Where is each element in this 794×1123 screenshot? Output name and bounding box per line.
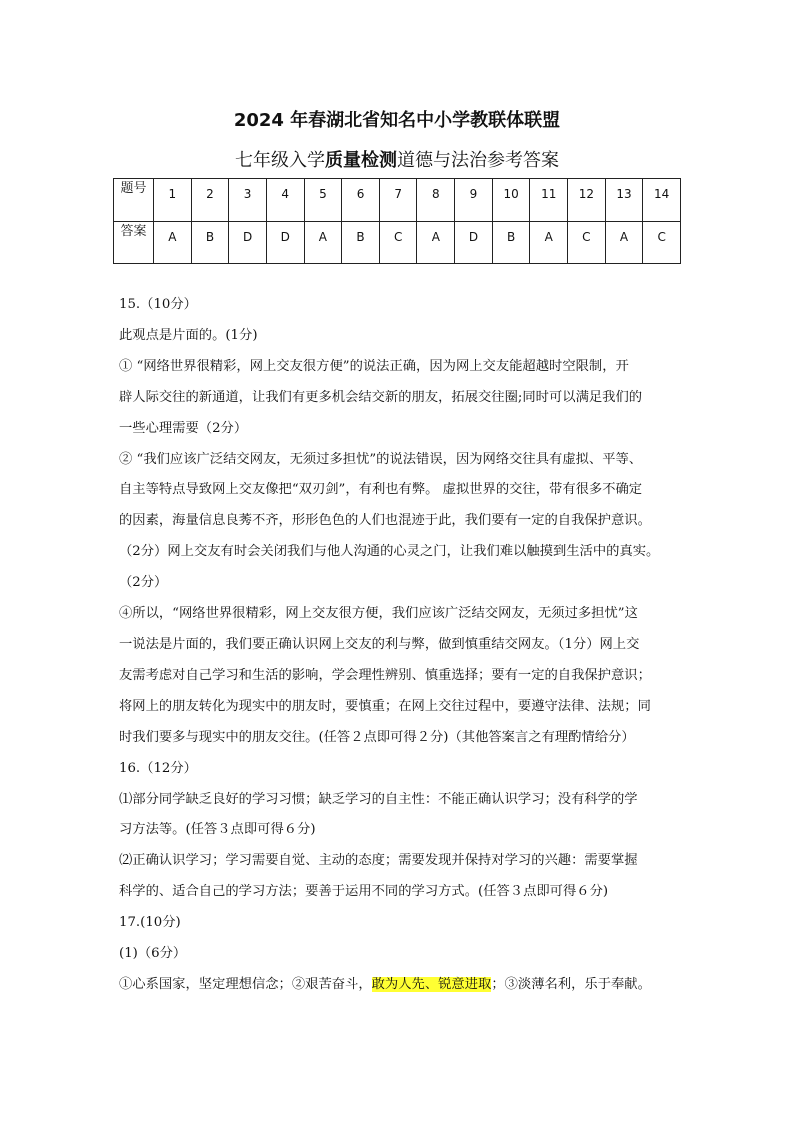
- question-number-row: [114, 179, 681, 222]
- answer-cell: B: [492, 221, 530, 264]
- answer-header: 答案: [114, 221, 154, 264]
- question-number-cell: 4: [266, 179, 304, 222]
- question-number-cell: 13: [605, 179, 643, 222]
- answer-line: 将网上的朋友转化为现实中的朋友时，要慎重；在网上交往过程中，要遵守法律、法规；同: [119, 698, 651, 714]
- answer-line: 16.（12分）: [119, 760, 197, 776]
- answer-cell: A: [417, 221, 455, 264]
- last-line-before: ①心系国家，坚定理想信念；②艰苦奋斗，: [119, 976, 372, 992]
- answer-row: [114, 221, 681, 264]
- question-number-cell: 14: [643, 179, 681, 222]
- answer-line: 时我们要多与现实中的朋友交往。(任答２点即可得２分)（其他答案言之有理酌情给分）: [119, 729, 635, 745]
- answer-table: [113, 178, 681, 264]
- answer-line: 的因素，海量信息良莠不齐，形形色色的人们也混迹于此，我们要有一定的自我保护意识。: [119, 513, 651, 529]
- question-number-cell: 6: [342, 179, 380, 222]
- last-line-after: ；③淡薄名利，乐于奉献。: [491, 976, 651, 992]
- answer-line: 一些心理需要（2分）: [119, 420, 248, 436]
- question-number-cell: 7: [379, 179, 417, 222]
- answer-line: ① “网络世界很精彩，网上交友很方便”的说法正确，因为网上交友能超越时空限制，开: [119, 358, 629, 374]
- answer-cell: A: [154, 221, 192, 264]
- answer-line: 辟人际交往的新通道，让我们有更多机会结交新的朋友，拓展交往圈;同时可以满足我们的: [119, 389, 643, 405]
- subtitle-part2: 质量检测: [325, 150, 397, 171]
- answer-cell: C: [643, 221, 681, 264]
- answer-body: [119, 290, 685, 1001]
- answer-line: 友需考虑对自己学习和生活的影响，学会理性辨别、慎重选择；要有一定的自我保护意识；: [119, 667, 651, 683]
- answer-line: 17.(10分): [119, 915, 181, 931]
- answer-cell: A: [304, 221, 342, 264]
- question-number-cell: 12: [568, 179, 606, 222]
- answer-line-last: [119, 970, 685, 1001]
- question-number-cell: 10: [492, 179, 530, 222]
- answer-cell: B: [342, 221, 380, 264]
- answer-line: ④所以，“网络世界很精彩，网上交友很方便，我们应该广泛结交网友，无须过多担忧”这: [119, 606, 638, 622]
- answer-line: ⑵正确认识学习；学习需要自觉、主动的态度；需要发现并保持对学习的兴趣：需要掌握: [119, 853, 638, 869]
- question-number-cell: 9: [455, 179, 493, 222]
- subtitle-part1: 七年级入学: [235, 150, 325, 171]
- answer-cell: C: [568, 221, 606, 264]
- answer-cell: B: [191, 221, 229, 264]
- document-subtitle: [0, 146, 794, 172]
- document-title: 2024 年春湖北省知名中小学教联体联盟: [233, 110, 561, 131]
- answer-line: 习方法等。(任答３点即可得６分): [119, 822, 316, 838]
- question-number-cell: 1: [154, 179, 192, 222]
- answer-line: 科学的、适合自己的学习方法；要善于运用不同的学习方式。(任答３点即可得６分): [119, 884, 609, 900]
- answer-line: ⑴部分同学缺乏良好的学习习惯；缺乏学习的自主性：不能正确认识学习；没有科学的学: [119, 791, 638, 807]
- answer-line: （2分）网上交友有时会关闭我们与他人沟通的心灵之门，让我们难以触摸到生活中的真实。: [119, 544, 660, 560]
- question-number-header: 题号: [114, 179, 154, 222]
- question-number-cell: 11: [530, 179, 568, 222]
- question-number-cell: 8: [417, 179, 455, 222]
- answer-line: 自主等特点导致网上交友像把“双刃剑”，有利也有弊。 虚拟世界的交往，带有很多不确定: [119, 482, 643, 498]
- answer-cell: A: [530, 221, 568, 264]
- question-number-cell: 3: [229, 179, 267, 222]
- answer-cell: D: [229, 221, 267, 264]
- answer-line: ② “我们应该广泛结交网友，无须过多担忧”的说法错误，因为网络交往具有虚拟、平等、: [119, 451, 643, 467]
- answer-cell: A: [605, 221, 643, 264]
- answer-cell: C: [379, 221, 417, 264]
- answer-line: 15.（10分）: [119, 297, 197, 312]
- question-number-cell: 2: [191, 179, 229, 222]
- answer-cell: D: [455, 221, 493, 264]
- answer-cell: D: [266, 221, 304, 264]
- answer-line: （2分）: [119, 575, 168, 591]
- question-number-cell: 5: [304, 179, 342, 222]
- answer-lines: [119, 290, 685, 970]
- answer-line: (1)（6分）: [119, 946, 187, 962]
- answer-line: 此观点是片面的。(1分): [119, 327, 258, 343]
- answer-line: 一说法是片面的，我们要正确认识网上交友的利与弊，做到慎重结交网友。（1分）网上交: [119, 636, 640, 652]
- highlighted-text: 敢为人先、锐意进取: [371, 976, 492, 992]
- subtitle-part3: 道德与法治参考答案: [397, 150, 559, 171]
